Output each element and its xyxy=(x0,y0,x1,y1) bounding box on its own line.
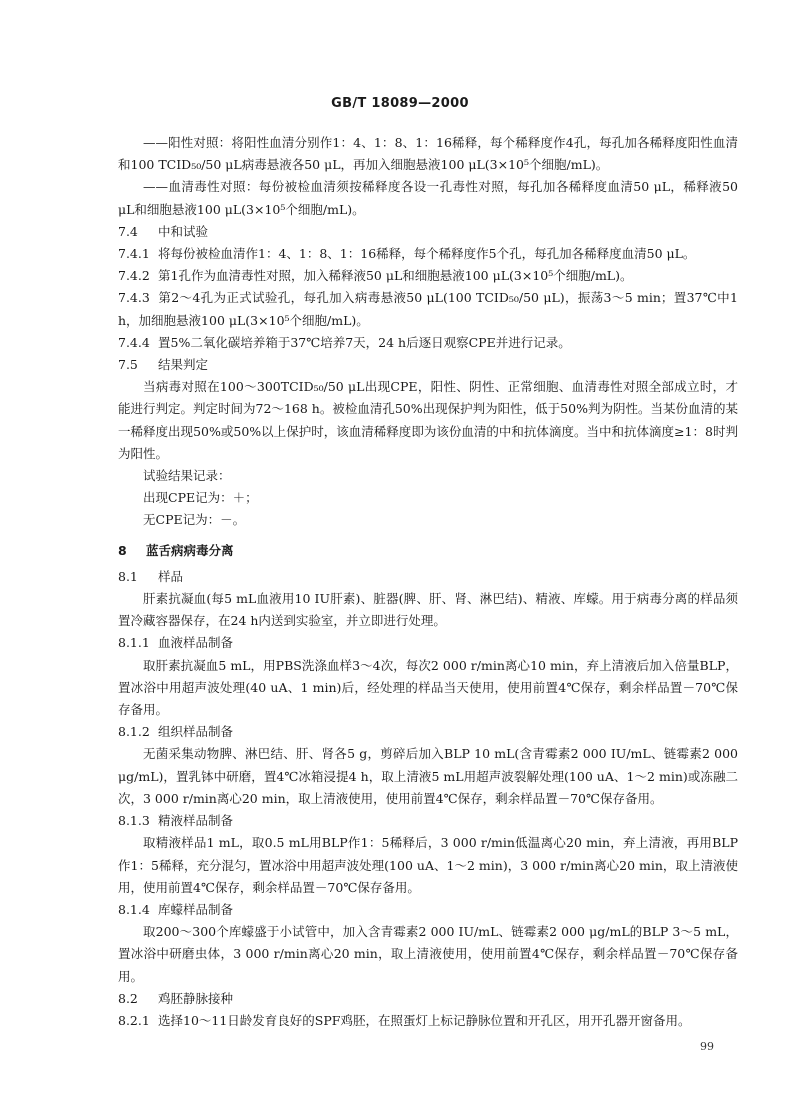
section-number: 8.1 xyxy=(118,568,138,584)
section-7-4-2 xyxy=(118,265,738,287)
section-title: 中和试验 xyxy=(158,223,209,239)
section-text: 第2～4孔为正式试验孔，每孔加入病毒悬液50 μL(100 TCID₅₀/50 μL)，振荡3～5 min；置37℃中1 h，加细胞悬液100 μL(3×10⁵个细胞/mL)。 xyxy=(118,290,738,328)
paragraph-samples: 肝素抗凝血(每5 mL血液用10 IU肝素)、脏器(脾、肝、肾、淋巴结)、精液、库蠓。用于病毒分离的样品须置冷藏容器保存，在24 h内送到实验室，并立即进行处理。 xyxy=(118,591,738,629)
section-8-1-4-heading xyxy=(118,899,738,921)
section-8-1-heading xyxy=(118,566,738,588)
paragraph-semen-sample: 取精液样品1 mL，取0.5 mL用BLP作1：5稀释后，3 000 r/min低温离心20 min，弃上清液，再用BLP作1：5稀释，充分混匀，置冰浴中用超声波处理(100 uA、1～2 min)，3 000 r/min离心20 min，取上清液使用，使用前置4℃保存，剩余样品置－70℃保存备用。 xyxy=(118,835,738,895)
section-number: 7.4.3 xyxy=(118,290,150,306)
paragraph-serum-toxicity-control: ——血清毒性对照：每份被检血清须按稀释度各设一孔毒性对照，每孔加各稀释度血清50 μL，稀释液50 μL和细胞悬液100 μL(3×10⁵个细胞/mL)。 xyxy=(118,179,738,217)
section-title: 库蠓样品制备 xyxy=(158,901,234,917)
section-7-4-3 xyxy=(118,287,738,331)
section-number: 7.4.4 xyxy=(118,334,150,350)
section-text: 置5%二氧化碳培养箱于37℃培养7天，24 h后逐日观察CPE并进行记录。 xyxy=(158,334,571,350)
section-8-1-1-heading xyxy=(118,632,738,654)
record-cpe-positive: 出现CPE记为：＋； xyxy=(143,490,258,506)
section-number: 7.4 xyxy=(118,223,138,239)
section-number: 8.1.3 xyxy=(118,813,150,829)
paragraph-result-judgement: 当病毒对照在100～300TCID₅₀/50 μL出现CPE，阳性、阴性、正常细胞、血清毒性对照全部成立时，才能进行判定。判定时间为72～168 h。被检血清孔50%出现保护判为阳性，低于50%判为阴性。当某份血清的某一稀释度出现50%或50%以上保护时，该血清稀释度即为该份血清的中和抗体滴度。当中和抗体滴度≥1：8时判为阳性。 xyxy=(118,379,738,461)
section-number: 8.1.4 xyxy=(118,901,150,917)
section-7-5-heading xyxy=(118,354,738,376)
section-number: 7.4.2 xyxy=(118,268,150,284)
section-text: 将每份被检血清作1：4、1：8、1：16稀释，每个稀释度作5个孔，每孔加各稀释度血清50 μL。 xyxy=(158,246,696,262)
section-title: 样品 xyxy=(158,568,184,584)
paragraph-culicoides-sample: 取200～300个库蠓盛于小试管中，加入含青霉素2 000 IU/mL、链霉素2 000 μg/mL的BLP 3～5 mL，置冰浴中研磨虫体，3 000 r/min离心20 min，取上清液使用，使用前置4℃保存，剩余样品置－70℃保存备用。 xyxy=(118,924,738,984)
page-number: 99 xyxy=(700,1040,714,1053)
section-title: 鸡胚静脉接种 xyxy=(158,990,234,1006)
section-8-1-3-heading xyxy=(118,810,738,832)
document-body xyxy=(118,132,738,1032)
section-number: 8.2 xyxy=(118,990,138,1006)
section-title: 蓝舌病病毒分离 xyxy=(146,542,234,558)
section-number: 7.5 xyxy=(118,357,138,373)
section-text: 选择10～11日龄发育良好的SPF鸡胚，在照蛋灯上标记静脉位置和开孔区，用开孔器开窗备用。 xyxy=(158,1012,691,1028)
section-number: 8.1.1 xyxy=(118,635,150,651)
section-8-1-2-heading xyxy=(118,721,738,743)
section-number: 7.4.1 xyxy=(118,246,150,262)
section-title: 组织样品制备 xyxy=(158,724,234,740)
section-title: 结果判定 xyxy=(158,357,209,373)
section-7-4-1 xyxy=(118,243,738,265)
paragraph-tissue-sample: 无菌采集动物脾、淋巴结、肝、肾各5 g，剪碎后加入BLP 10 mL(含青霉素2 000 IU/mL、链霉素2 000 μg/mL)，置乳钵中研磨，置4℃冰箱浸提4 h，取上清液5 mL用超声波裂解处理(100 uA、1～2 min)或冻融二次，3 000 r/min离心20 min，取上清液使用，使用前置4℃保存，剩余样品置－70℃保存备用。 xyxy=(118,746,738,806)
section-title: 血液样品制备 xyxy=(158,635,234,651)
section-7-4-4 xyxy=(118,332,738,354)
document-header: GB/T 18089—2000 xyxy=(331,96,469,111)
section-number: 8.2.1 xyxy=(118,1012,150,1028)
section-7-4-heading xyxy=(118,221,738,243)
section-8-2-heading xyxy=(118,988,738,1010)
section-title: 精液样品制备 xyxy=(158,813,234,829)
record-title: 试验结果记录： xyxy=(143,468,231,484)
paragraph-blood-sample: 取肝素抗凝血5 mL，用PBS洗涤血样3～4次，每次2 000 r/min离心10 min，弃上清液后加入倍量BLP，置冰浴中用超声波处理(40 uA、1 min)后，经处理的样品当天使用，使用前置4℃保存，剩余样品置－70℃保存备用。 xyxy=(118,657,738,718)
section-text: 第1孔作为血清毒性对照，加入稀释液50 μL和细胞悬液100 μL(3×10⁵个细胞/mL)。 xyxy=(158,268,633,284)
paragraph-positive-control: ——阳性对照：将阳性血清分别作1：4、1：8、1：16稀释，每个稀释度作4孔，每孔加各稀释度阳性血清和100 TCID₅₀/50 μL病毒悬液各50 μL，再加入细胞悬液100 μL(3×10⁵个细胞/mL)。 xyxy=(118,135,738,173)
section-number: 8.1.2 xyxy=(118,724,150,740)
section-8-2-1 xyxy=(118,1010,738,1032)
section-number: 8 xyxy=(118,542,127,558)
section-8-heading xyxy=(118,540,738,562)
record-cpe-negative: 无CPE记为：－。 xyxy=(143,512,246,528)
